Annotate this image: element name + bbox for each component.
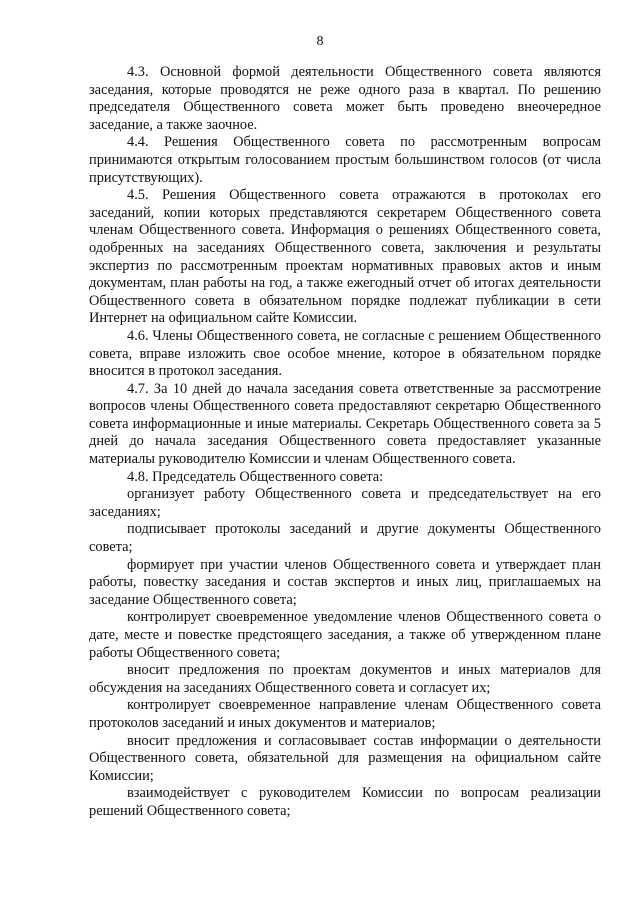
duty-item: вносит предложения по проектам документов и иных материалов для обсуждения на заседаниях Общественного совета и согласует их; xyxy=(89,662,601,696)
page-number: 8 xyxy=(316,34,324,49)
duty-item: организует работу Общественного совета и председательствует на его заседаниях; xyxy=(89,486,601,520)
paragraph-4-5: 4.5. Решения Общественного совета отражаются в протоколах его заседаний, копии которых представляются секретарем Общественного совета членам Общественного совета. Информация о решениях Общественного совета, одобренных на заседаниях Общественного совета, заключения и результаты экспертиз по рассмотренным проектам нормативных правовых актов и иным документам, план работы на год, а также ежегодный отчет об итогах деятельности Общественного совета в обязательном порядке подлежат публикации в сети Интернет на официальном сайте Комиссии. xyxy=(89,187,601,327)
paragraph-4-7: 4.7. За 10 дней до начала заседания совета ответственные за рассмотрение вопросов члены Общественного совета предоставляют секретарю Общественного совета информационные и иные материалы. Секретарь Общественного совета за 5 дней до начала заседания Общественного совета предоставляет указанные материалы руководителю Комиссии и членам Общественного совета. xyxy=(89,380,601,468)
duty-item: взаимодействует с руководителем Комиссии по вопросам реализации решений Общественного совета; xyxy=(89,785,601,819)
paragraph-4-6: 4.6. Члены Общественного совета, не согласные с решением Общественного совета, вправе изложить свое особое мнение, которое в обязательном порядке вносится в протокол заседания. xyxy=(89,327,601,380)
duty-item: формирует при участии членов Общественного совета и утверждает план работы, повестку заседания и состав экспертов и иных лиц, приглашаемых на заседание Общественного совета; xyxy=(89,556,601,608)
document-body xyxy=(89,64,601,821)
duty-item: контролирует своевременное уведомление членов Общественного совета о дате, месте и повестке предстоящего заседания, а также об утвержденном плане работы Общественного совета; xyxy=(89,609,601,661)
paragraph-4-3: 4.3. Основной формой деятельности Общественного совета являются заседания, которые проводятся не реже одного раза в квартал. По решению председателя Общественного совета может быть проведено внеочередное заседание, а также заочное. xyxy=(89,64,601,133)
duty-item: контролирует своевременное направление членам Общественного совета протоколов заседаний и иных документов и материалов; xyxy=(89,697,601,731)
duty-item: подписывает протоколы заседаний и другие документы Общественного совета; xyxy=(89,521,601,556)
duty-item: вносит предложения и согласовывает состав информации о деятельности Общественного совета, обязательной для размещения на официальном сайте Комиссии; xyxy=(89,732,601,784)
paragraph-4-8-heading: 4.8. Председатель Общественного совета: xyxy=(127,468,384,485)
paragraph-4-4: 4.4. Решения Общественного совета по рассмотренным вопросам принимаются открытым голосованием простым большинством голосов (от числа присутствующих). xyxy=(89,134,601,186)
